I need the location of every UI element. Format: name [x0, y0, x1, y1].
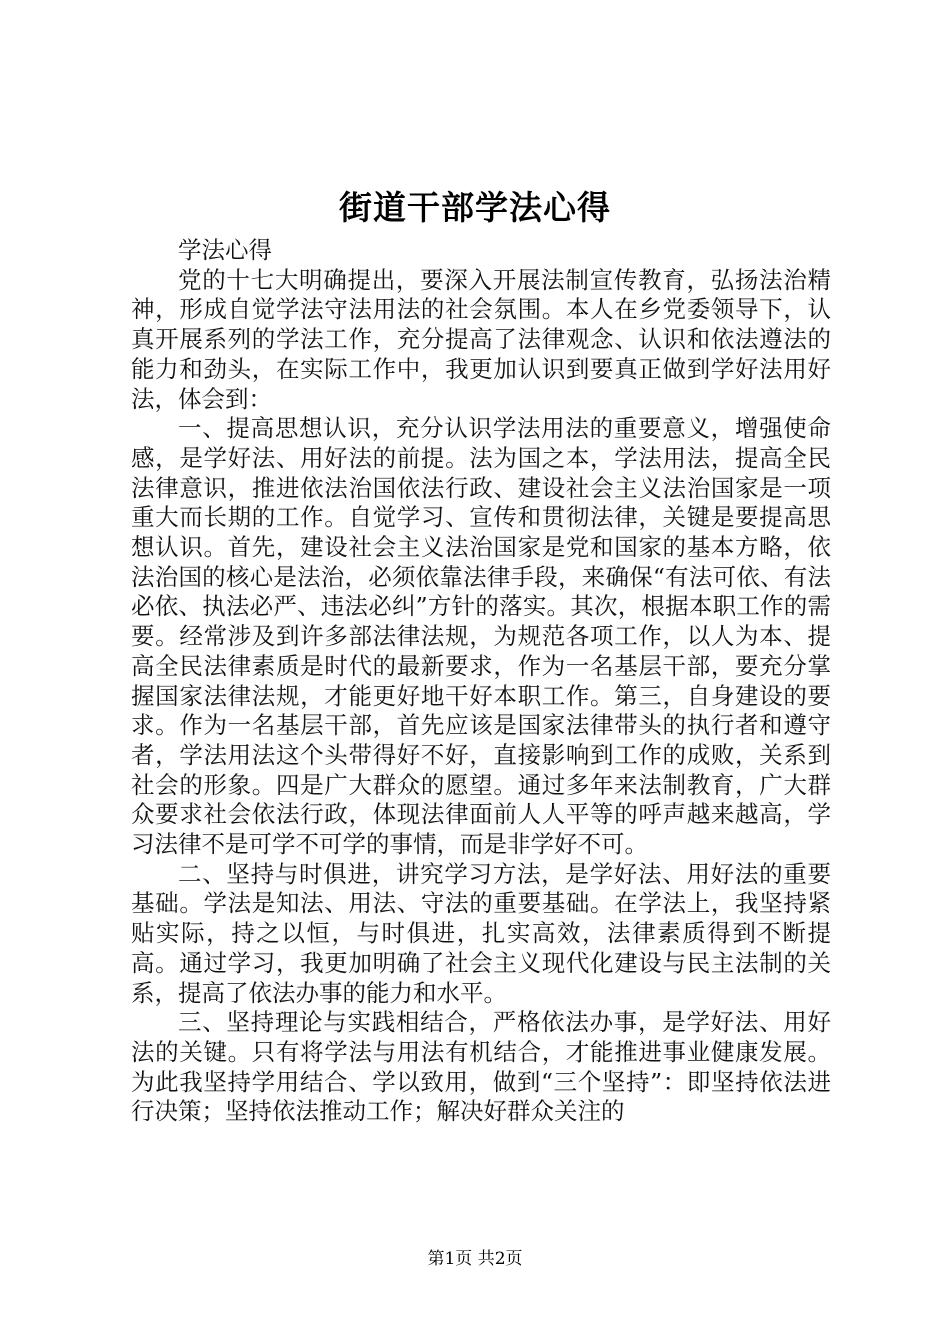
- document-body: [131, 236, 831, 1127]
- paragraph-point-two: 二、坚持与时俱进，讲究学习方法，是学好法、用好法的重要基础。学法是知法、用法、守法的重要基础。在学法上，我坚持紧贴实际，持之以恒，与时俱进，扎实高效，法律素质得到不断提高。通过学习，我更加明确了社会主义现代化建设与民主法制的关系，提高了依法办事的能力和水平。: [131, 859, 831, 1007]
- paragraph-intro: 党的十七大明确提出，要深入开展法制宣传教育，弘扬法治精神，形成自觉学法守法用法的社会氛围。本人在乡党委领导下，认真开展系列的学法工作，充分提高了法律观念、认识和依法遵法的能力和劲头，在实际工作中，我更加认识到要真正做到学好法用好法，体会到：: [131, 265, 831, 413]
- page-number-footer: 第1页 共2页: [427, 1249, 523, 1269]
- document-title: 街道干部学法心得: [339, 188, 611, 227]
- paragraph-point-one: 一、提高思想认识，充分认识学法用法的重要意义，增强使命感，是学好法、用好法的前提。法为国之本，学法用法，提高全民法律意识，推进依法治国依法行政、建设社会主义法治国家是一项重大而长期的工作。自觉学习、宣传和贯彻法律，关键是要提高思想认识。首先，建设社会主义法治国家是党和国家的基本方略，依法治国的核心是法治，必须依靠法律手段，来确保“有法可依、有法必依、执法必严、违法必纠”方针的落实。其次，根据本职工作的需要。经常涉及到许多部法律法规，为规范各项工作，以人为本、提高全民法律素质是时代的最新要求，作为一名基层干部，要充分掌握国家法律法规，才能更好地干好本职工作。第三，自身建设的要求。作为一名基层干部，首先应该是国家法律带头的执行者和遵守者，学法用法这个头带得好不好，直接影响到工作的成败，关系到社会的形象。四是广大群众的愿望。通过多年来法制教育，广大群众要求社会依法行政，体现法律面前人人平等的呼声越来越高，学习法律不是可学不可学的事情，而是非学好不可。: [131, 414, 831, 859]
- document-subheading: 学法心得: [178, 236, 272, 264]
- paragraph-point-three: 三、坚持理论与实践相结合，严格依法办事，是学好法、用好法的关键。只有将学法与用法有机结合，才能推进事业健康发展。为此我坚持学用结合、学以致用，做到“三个坚持”：即坚持依法进行决策；坚持依法推动工作；解决好群众关注的: [131, 1008, 831, 1126]
